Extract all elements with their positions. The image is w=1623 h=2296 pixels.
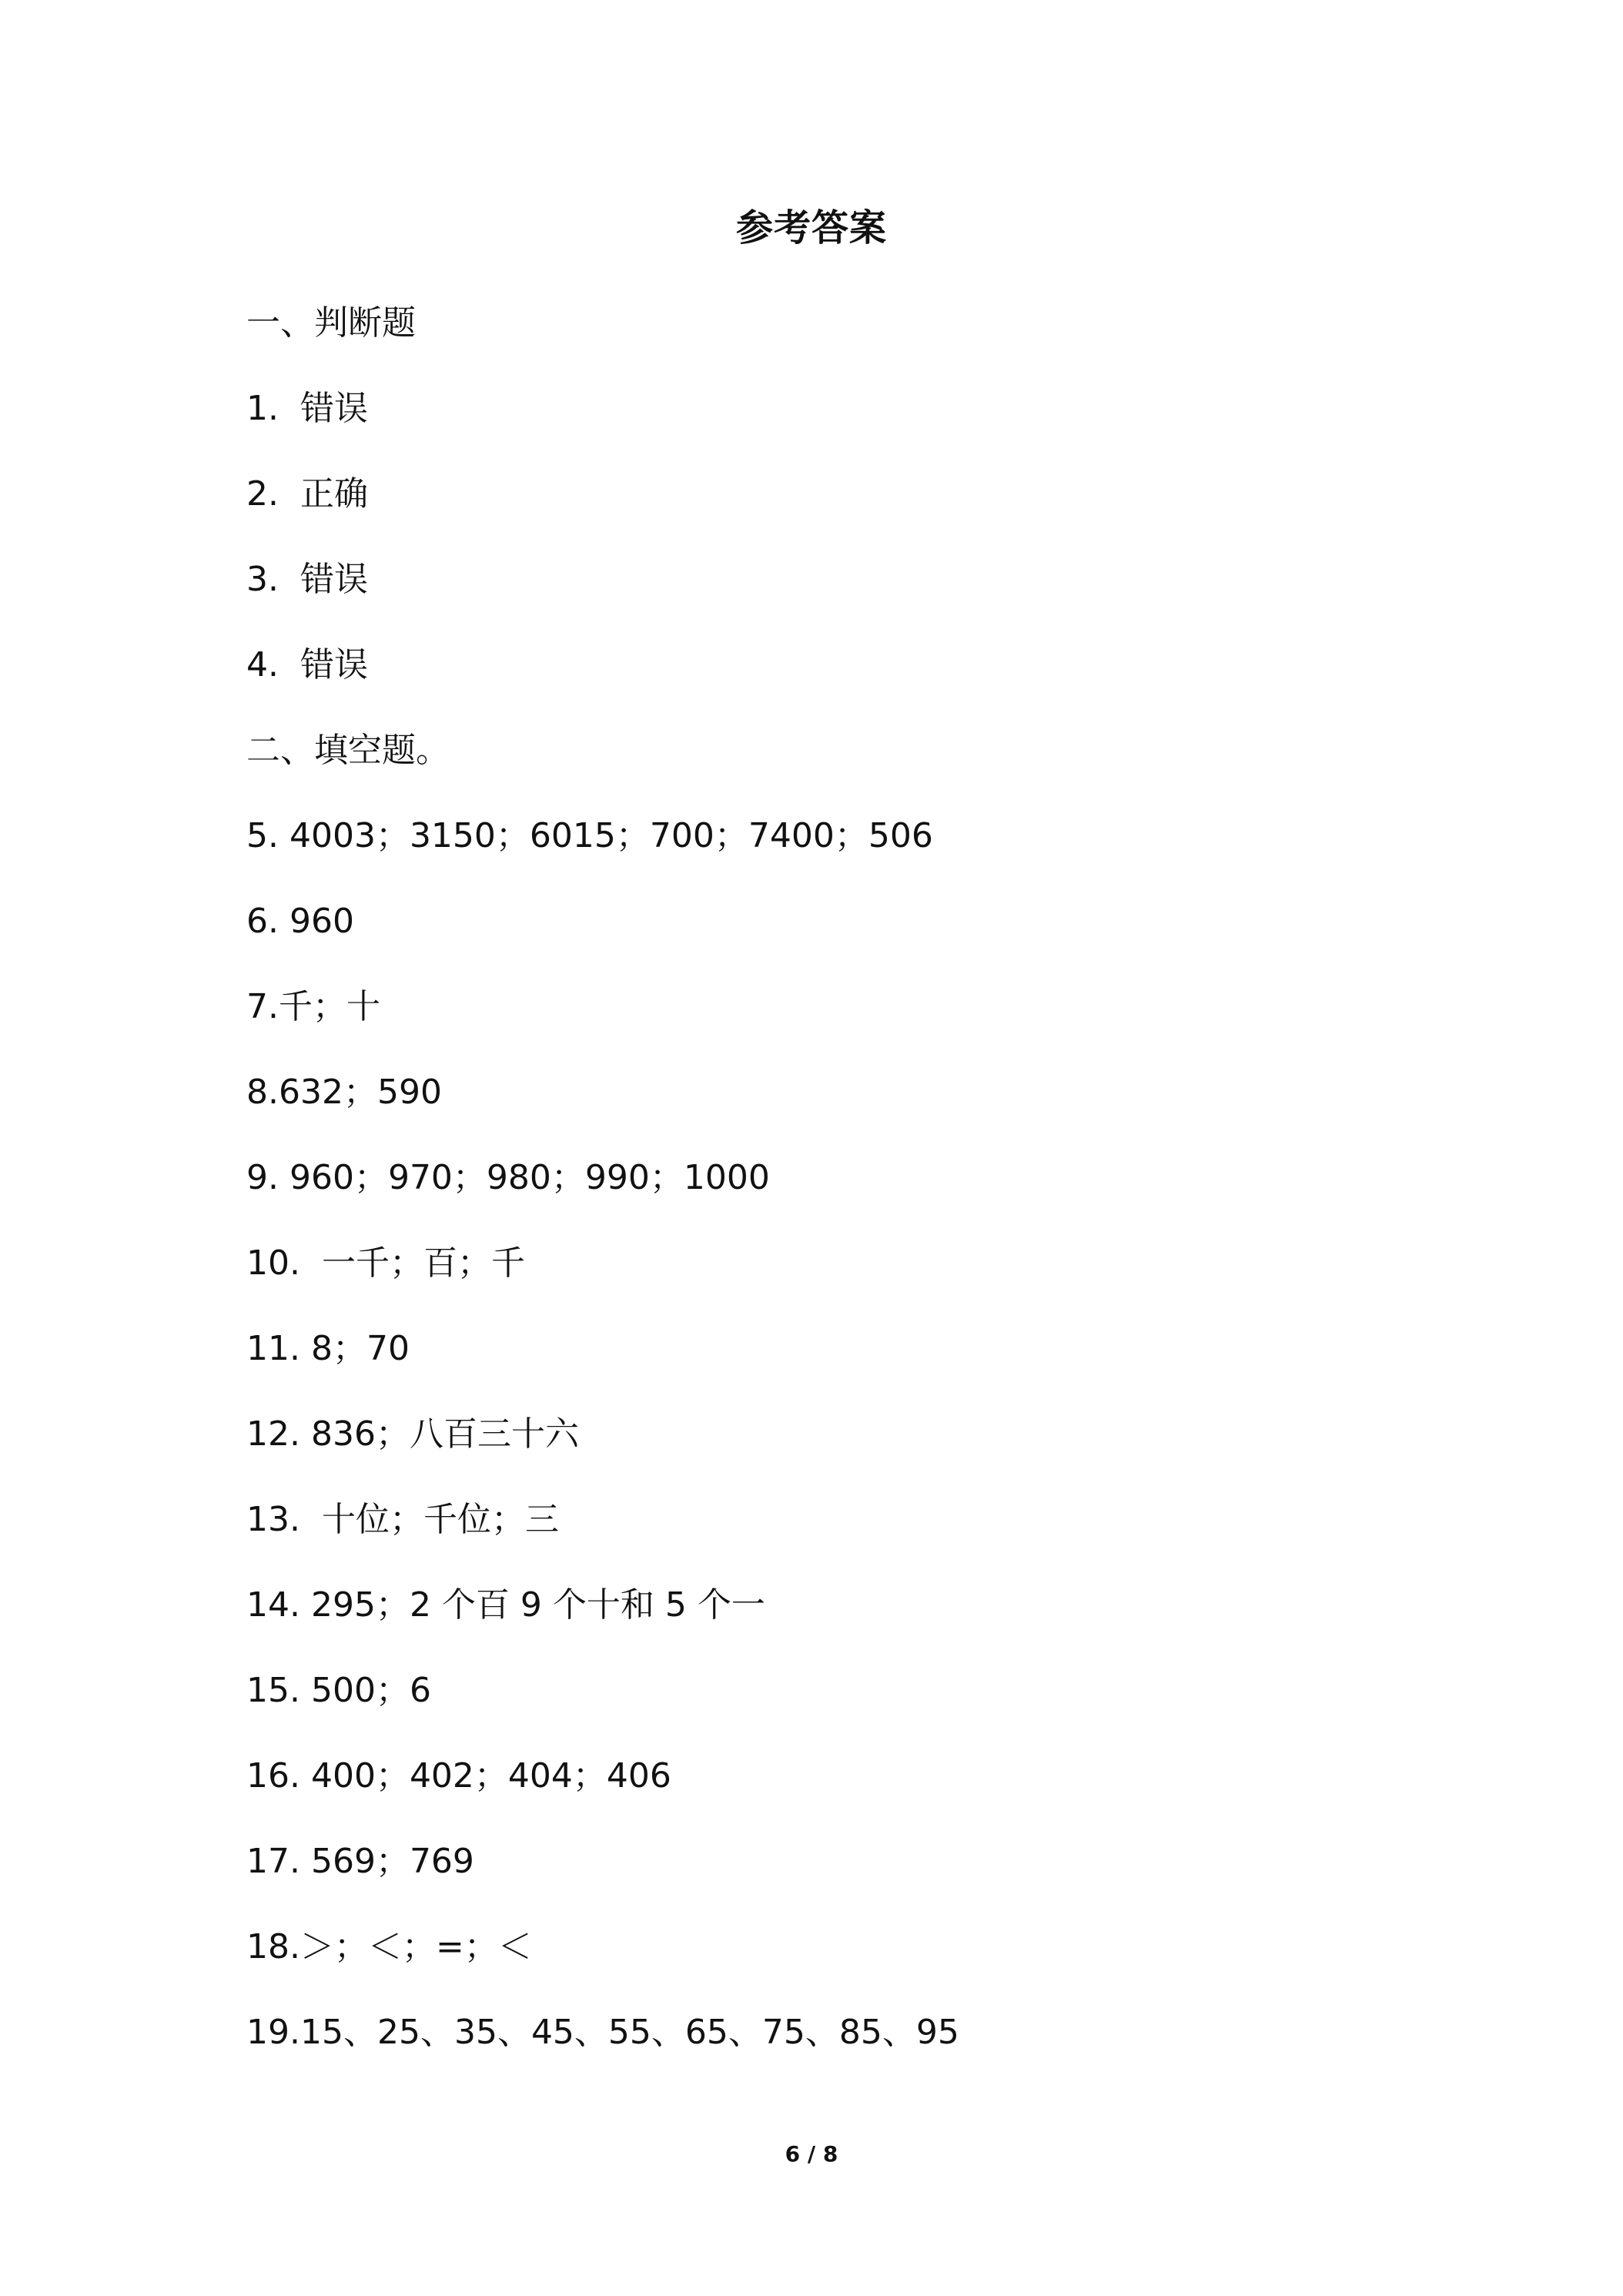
answer-line: 4. 错误 [246,645,368,684]
answer-line: 2. 正确 [246,474,368,514]
answer-line: 8.632；590 [246,1073,442,1112]
answer-line: 12. 836；八百三十六 [246,1414,579,1454]
answer-line: 13. 十位；千位；三 [246,1500,559,1539]
answer-line: 10. 一千；百；千 [246,1243,525,1283]
answer-line: 7.千；十 [246,987,380,1026]
answer-line: 6. 960 [246,902,354,941]
answer-line: 19.15、25、35、45、55、65、75、85、95 [246,2013,959,2052]
answer-line: 1. 错误 [246,389,368,428]
answer-line: 11. 8；70 [246,1329,410,1368]
answer-line: 9. 960；970；980；990；1000 [246,1158,770,1197]
page-number: 6 / 8 [785,2141,838,2167]
page-title: 参考答案 [735,206,887,249]
answer-line: 17. 569；769 [246,1842,474,1881]
answer-line: 3. 错误 [246,560,368,599]
answer-line: 16. 400；402；404；406 [246,1756,671,1796]
answer-line: 18.＞；＜；=；＜ [246,1927,532,1966]
section-heading-judgment: 一、判断题 [246,303,416,343]
answer-list [246,302,959,2097]
answer-line: 5. 4003；3150；6015；700；7400；506 [246,816,933,855]
answer-line: 14. 295；2 个百 9 个十和 5 个一 [246,1585,765,1625]
section-heading-fill-in: 二、填空题。 [246,731,450,770]
answer-line: 15. 500；6 [246,1671,431,1710]
